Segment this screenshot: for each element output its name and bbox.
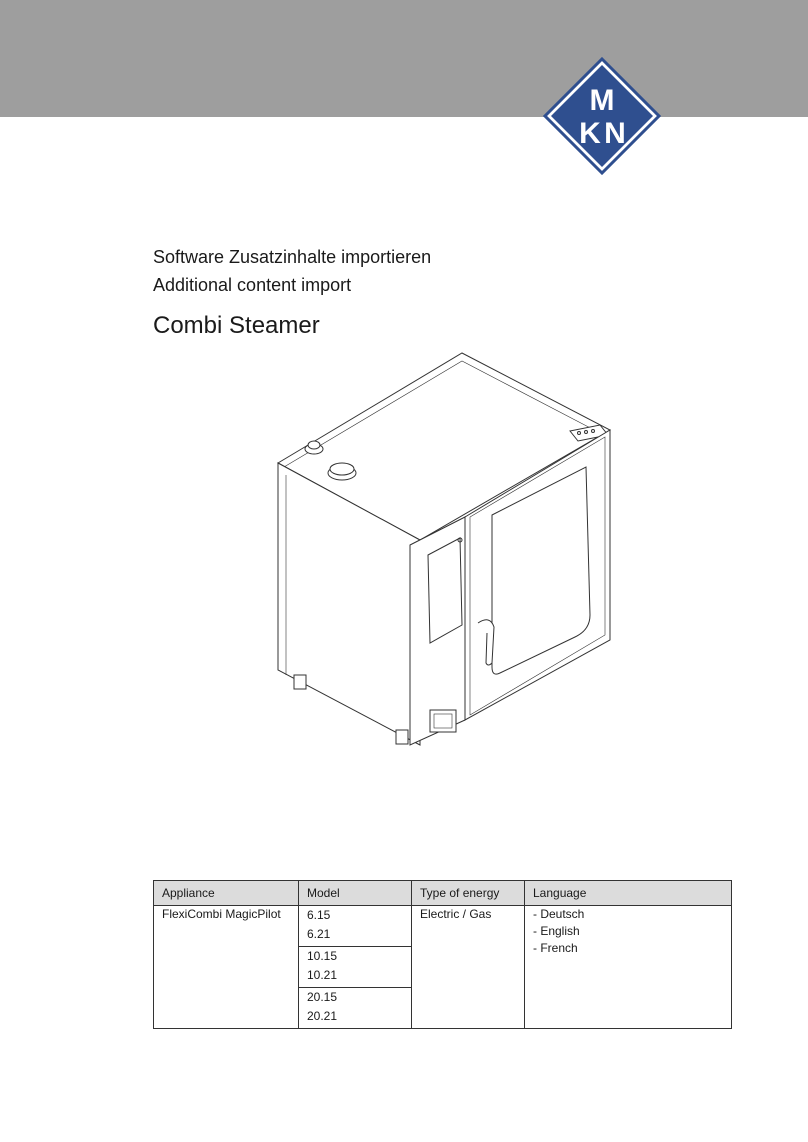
product-title: Combi Steamer bbox=[153, 312, 320, 339]
title-german: Software Zusatzinhalte importieren bbox=[153, 247, 432, 267]
column-header-appliance: Appliance bbox=[154, 881, 299, 906]
column-header-energy: Type of energy bbox=[412, 881, 525, 906]
model-value: 6.21 bbox=[307, 927, 331, 941]
model-value: 20.21 bbox=[307, 1009, 338, 1023]
column-header-language: Language bbox=[525, 881, 732, 906]
model-value: 10.21 bbox=[307, 968, 338, 982]
model-value: 6.15 bbox=[307, 908, 331, 922]
combi-steamer-icon bbox=[270, 345, 615, 760]
appliance-cell: FlexiCombi MagicPilot bbox=[154, 906, 299, 1029]
header-band bbox=[0, 0, 808, 117]
logo-letter-k: K bbox=[579, 117, 601, 150]
language-cell bbox=[525, 906, 732, 1029]
column-header-model: Model bbox=[299, 881, 412, 906]
logo-letter-n: N bbox=[604, 117, 626, 150]
model-cell bbox=[299, 906, 412, 947]
specification-table bbox=[153, 880, 732, 1029]
language-item: - Deutsch bbox=[533, 907, 585, 921]
model-value: 10.15 bbox=[307, 949, 338, 963]
energy-cell: Electric / Gas bbox=[412, 906, 525, 1029]
table-header-row bbox=[154, 881, 732, 906]
model-cell bbox=[299, 988, 412, 1029]
language-item: - French bbox=[533, 941, 578, 955]
table-row bbox=[154, 906, 732, 947]
combi-steamer-drawing bbox=[270, 345, 615, 760]
mkn-logo bbox=[543, 57, 661, 175]
mkn-logo-icon bbox=[543, 57, 661, 175]
title-english: Additional content import bbox=[153, 275, 352, 295]
logo-letter-m: M bbox=[589, 84, 615, 117]
language-item: - English bbox=[533, 924, 580, 938]
model-value: 20.15 bbox=[307, 990, 338, 1004]
model-cell bbox=[299, 947, 412, 988]
